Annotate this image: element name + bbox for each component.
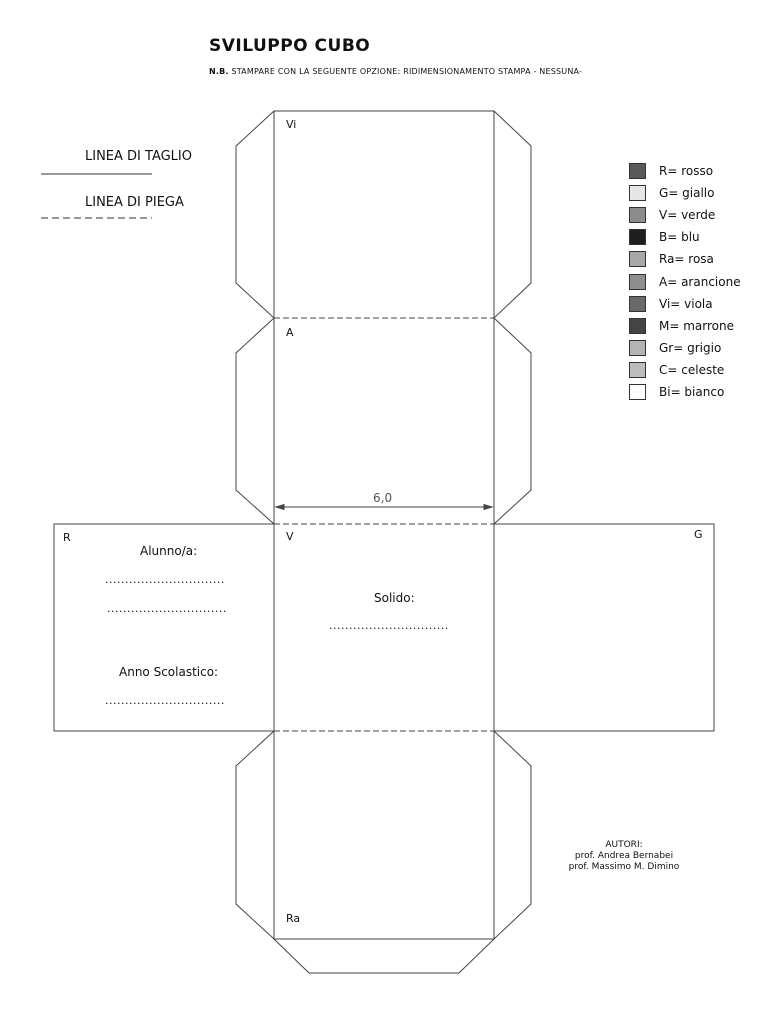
face-label-left: R — [63, 531, 71, 544]
student-label: Alunno/a: — [140, 544, 198, 558]
solid-label: Solido: — [374, 591, 415, 605]
color-legend-label: V= verde — [659, 208, 716, 223]
color-legend-item — [629, 296, 768, 312]
authors-heading: AUTORI: — [605, 840, 643, 850]
student-line-2: .............................. — [107, 602, 227, 615]
color-swatch — [629, 229, 646, 245]
color-swatch — [629, 207, 646, 223]
school-year-label: Anno Scolastico: — [119, 665, 219, 679]
color-swatch — [629, 296, 646, 312]
authors-block — [560, 840, 688, 873]
tab-bottom — [274, 939, 494, 973]
tab-upper-right — [494, 318, 531, 524]
solid-line: .............................. — [329, 619, 449, 632]
note-prefix: N.B. — [209, 67, 229, 76]
color-legend-label: R= rosso — [659, 164, 714, 178]
color-swatch — [629, 185, 646, 201]
author-1: prof. Andrea Bernabei — [574, 851, 674, 861]
color-legend-label: Vi= viola — [659, 296, 713, 311]
color-legend-label: A= arancione — [659, 274, 741, 289]
color-legend-item — [629, 207, 768, 223]
color-legend-item — [629, 185, 768, 201]
dimension-label: 6,0 — [373, 491, 393, 505]
student-line-1: .............................. — [105, 573, 225, 586]
color-swatch — [629, 362, 646, 378]
color-legend-item — [629, 340, 768, 356]
note-text: STAMPARE CON LA SEGUENTE OPZIONE: RIDIMENSIONAMENTO STAMPA - NESSUNA- — [231, 67, 583, 76]
color-swatch — [629, 251, 646, 267]
color-legend-label: G= giallo — [659, 186, 715, 201]
dimension-arrow-right — [484, 505, 492, 510]
cut-line-label: LINEA DI TAGLIO — [85, 149, 192, 164]
page-title: SVILUPPO CUBO — [209, 36, 371, 56]
face-label-upper: A — [286, 326, 294, 339]
tab-top-left — [236, 111, 274, 318]
color-swatch — [629, 340, 646, 356]
color-legend-item — [629, 362, 768, 378]
tab-bottom-left — [236, 731, 274, 939]
tab-upper-left — [236, 318, 274, 524]
author-2: prof. Massimo M. Dimino — [568, 862, 680, 872]
school-year-line: .............................. — [105, 694, 225, 707]
color-legend-label: C= celeste — [659, 362, 725, 377]
fold-line-label: LINEA DI PIEGA — [85, 195, 184, 210]
color-legend-item — [629, 318, 768, 334]
color-legend-item — [629, 274, 768, 290]
face-label-top: Vi — [286, 118, 297, 131]
color-legend-item — [629, 229, 768, 245]
face-label-right: G — [694, 528, 703, 541]
tab-top-right — [494, 111, 531, 318]
tab-bottom-right — [494, 731, 531, 939]
color-legend-item — [629, 251, 768, 267]
color-legend-item — [629, 384, 768, 400]
dimension-arrow-left — [276, 505, 284, 510]
face-right-outline — [494, 524, 714, 731]
color-legend-label: Gr= grigio — [659, 340, 722, 355]
color-legend-item — [629, 163, 768, 179]
color-swatch — [629, 384, 646, 400]
color-swatch — [629, 318, 646, 334]
color-swatch — [629, 274, 646, 290]
color-legend-label: Bi= bianco — [659, 385, 725, 399]
face-label-bottom: Ra — [286, 912, 301, 925]
color-legend-label: B= blu — [659, 230, 700, 245]
face-label-center: V — [286, 530, 294, 543]
color-legend-label: Ra= rosa — [659, 252, 714, 267]
color-legend-label: M= marrone — [659, 318, 734, 333]
color-swatch — [629, 163, 646, 179]
